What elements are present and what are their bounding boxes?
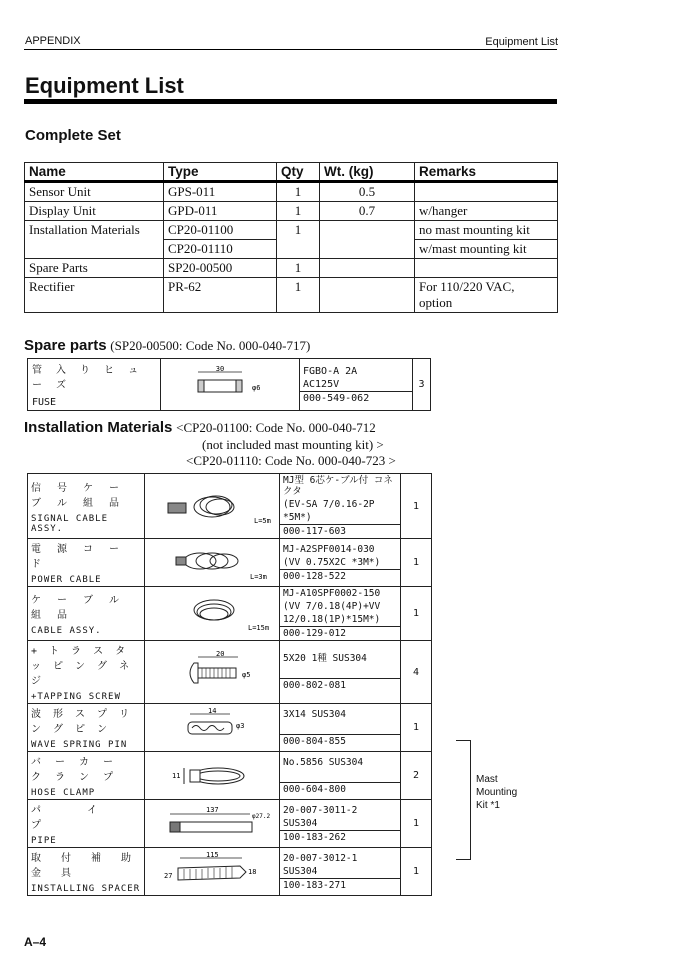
cell-type: PR-62	[164, 278, 277, 313]
header-left: APPENDIX	[25, 35, 81, 47]
item-en-name: HOSE CLAMP	[31, 788, 96, 798]
cell-qty: 1	[277, 182, 320, 202]
item-spec-1: 20-007-3012-1	[283, 852, 358, 864]
item-spec-3: 12/0.18(1P)*15M*)	[283, 614, 381, 625]
item-jp-name: バ ー カ ー ク ラ ン プ	[31, 757, 118, 783]
cell-qty: 1	[277, 221, 320, 259]
table-row	[25, 221, 558, 240]
mast-note-line-2: Mounting	[476, 787, 518, 798]
item-spec-2: (VV 0.75X2C *3M*)	[283, 556, 381, 568]
cell-type-2: CP20-01110	[164, 240, 277, 259]
fuse-qty: 3	[413, 359, 431, 411]
installation-heading	[24, 419, 376, 437]
cell-remarks	[415, 182, 558, 202]
item-en-name: PIPE	[31, 836, 57, 846]
screw-icon	[150, 651, 274, 691]
remarks-line-1: For 110/220 VAC,	[419, 279, 515, 294]
spare-parts-table	[27, 358, 431, 411]
fuse-jp-name: 管 入 り ヒ ュ ー ズ	[32, 365, 143, 391]
mast-note-line-1: Mast	[476, 774, 498, 785]
cell-remarks: no mast mounting kit	[415, 221, 558, 240]
cell-type: GPD-011	[164, 202, 277, 221]
item-spec-1: 20-007-3011-2	[283, 804, 358, 816]
cell-weight	[320, 221, 415, 259]
cell-name: Installation Materials	[25, 221, 164, 259]
table-row	[28, 474, 432, 539]
remarks-line-2: option	[419, 295, 453, 310]
item-spec-3: *5M*)	[283, 512, 312, 523]
item-drawing-cell	[145, 641, 280, 704]
item-qty: 1	[401, 848, 432, 896]
item-dim2: φ5	[242, 670, 251, 679]
item-qty: 1	[401, 800, 432, 848]
item-jp-name: パ イ プ	[31, 805, 118, 831]
item-jp-name: + ト ラ ス タ ッ ピ ン グ ネ ジ	[31, 646, 133, 687]
page-title: Equipment List	[25, 73, 184, 98]
fuse-dim: 30	[215, 366, 225, 373]
spare-parts-heading	[24, 337, 310, 355]
table-row	[28, 848, 432, 896]
item-spec-1: MJ型 6芯ケ-ブル付 コネクタ	[283, 475, 393, 497]
item-drawing-cell	[145, 848, 280, 896]
item-qty: 4	[401, 641, 432, 704]
cell-qty: 1	[277, 202, 320, 221]
item-spec-1: 5X20 1種 SUS304	[283, 653, 367, 664]
cell-qty: 1	[277, 278, 320, 313]
item-dim: 115	[206, 851, 219, 859]
item-en-name: INSTALLING SPACER	[31, 884, 141, 894]
item-dim: L=15m	[248, 624, 270, 632]
item-en-name: +TAPPING SCREW	[31, 692, 121, 702]
fuse-dim2: φ6	[252, 384, 261, 392]
item-spec-1: No.5856 SUS304	[283, 756, 364, 768]
cell-type: CP20-01100	[164, 221, 277, 240]
item-code: 000-117-603	[280, 524, 400, 538]
installation-title: Installation Materials	[24, 419, 173, 436]
cell-remarks	[415, 259, 558, 278]
installation-table	[27, 473, 432, 896]
item-jp-name: ケ ー ブ ル 組 品	[31, 595, 125, 621]
header-right: Equipment List	[485, 36, 558, 48]
item-dim2: 18	[248, 868, 257, 876]
item-qty: 2	[401, 752, 432, 800]
cell-name: Spare Parts	[25, 259, 164, 278]
item-dim: L=3m	[250, 573, 267, 581]
item-jp-name: 信 号 ケ ー ブ ル 組 品	[31, 482, 125, 509]
item-code: 000-804-855	[280, 734, 400, 748]
installation-code-2: (not included mast mounting kit) >	[202, 437, 384, 452]
table-row	[28, 641, 432, 704]
hose-clamp-icon	[150, 754, 274, 794]
item-code: 100-183-271	[280, 878, 400, 892]
item-en-name: POWER CABLE	[31, 575, 102, 585]
installation-code-1: <CP20-01100: Code No. 000-040-712	[176, 420, 376, 435]
item-en-name: WAVE SPRING PIN	[31, 740, 128, 750]
title-rule	[24, 99, 557, 104]
spare-parts-title: Spare parts	[24, 337, 107, 354]
cell-name: Rectifier	[25, 278, 164, 313]
item-code: 000-604-800	[280, 782, 400, 796]
item-drawing-cell	[145, 539, 280, 587]
fuse-en-name: FUSE	[32, 397, 57, 408]
power-cable-icon	[150, 541, 274, 581]
spring-pin-icon	[150, 706, 274, 746]
mast-kit-note	[476, 773, 517, 812]
item-code: 000-802-081	[280, 678, 400, 692]
cell-qty: 1	[277, 259, 320, 278]
spacer-icon	[150, 850, 274, 890]
cell-weight: 0.7	[320, 202, 415, 221]
table-row	[28, 587, 432, 641]
col-remarks: Remarks	[415, 163, 558, 182]
item-dim: L=5m	[254, 516, 271, 525]
fuse-spec-1: FGBO-A 2A	[303, 365, 358, 377]
item-dim3: 27	[164, 872, 173, 880]
cell-weight: 0.5	[320, 182, 415, 202]
item-code: 000-128-522	[280, 569, 400, 583]
item-jp-name: 取 付 補 助 金 具	[31, 853, 139, 879]
item-code: 100-183-262	[280, 830, 400, 844]
fuse-drawing-cell	[161, 359, 300, 411]
item-en-name: CABLE ASSY.	[31, 626, 102, 636]
col-name: Name	[25, 163, 164, 182]
complete-set-heading: Complete Set	[25, 127, 121, 144]
item-drawing-cell	[145, 752, 280, 800]
table-row	[28, 359, 431, 411]
col-type: Type	[164, 163, 277, 182]
item-dim: 14	[208, 707, 217, 715]
fuse-spec-2: AC125V	[303, 378, 340, 390]
item-jp-name: 電 源 コ ー ド	[31, 544, 125, 570]
item-en-name: SIGNAL CABLE ASSY.	[31, 513, 109, 534]
item-spec-1: MJ-A10SPF0002-150	[283, 588, 381, 599]
table-row	[25, 259, 558, 278]
item-dim2: φ27.2	[252, 813, 271, 820]
table-row	[25, 182, 558, 202]
item-qty: 1	[401, 587, 432, 641]
table-row	[28, 704, 432, 752]
table-row	[28, 800, 432, 848]
col-weight: Wt. (kg)	[320, 163, 415, 182]
item-dim: 137	[206, 806, 219, 814]
item-spec-2: SUS304	[283, 865, 318, 877]
table-row	[25, 278, 558, 313]
cell-type: SP20-00500	[164, 259, 277, 278]
table-row	[28, 539, 432, 587]
spare-parts-code: (SP20-00500: Code No. 000-040-717)	[110, 338, 311, 353]
item-drawing-cell	[145, 474, 280, 539]
header-rule	[24, 49, 557, 50]
installation-code-3: <CP20-01110: Code No. 000-040-723 >	[186, 453, 396, 468]
table-row	[25, 202, 558, 221]
item-dim2: φ3	[236, 722, 245, 730]
cell-remarks-2: w/mast mounting kit	[415, 240, 558, 259]
cable-assy-icon	[150, 592, 274, 632]
item-spec-1: 3X14 SUS304	[283, 708, 346, 720]
fuse-code: 000-549-062	[300, 391, 412, 405]
item-drawing-cell	[145, 800, 280, 848]
col-qty: Qty	[277, 163, 320, 182]
cell-remarks: w/hanger	[415, 202, 558, 221]
item-qty: 1	[401, 539, 432, 587]
cell-remarks	[415, 278, 558, 313]
item-dim: 20	[216, 650, 225, 658]
item-code: 000-129-012	[280, 626, 400, 640]
fuse-icon	[170, 366, 290, 400]
pipe-icon	[150, 802, 274, 842]
item-drawing-cell	[145, 704, 280, 752]
item-spec-2: (VV 7/0.18(4P)+VV	[283, 601, 381, 612]
cell-name: Sensor Unit	[25, 182, 164, 202]
item-spec-2: (EV-SA 7/0.16-2P	[283, 499, 375, 510]
cable-coil-icon	[150, 485, 274, 525]
cell-type: GPS-011	[164, 182, 277, 202]
item-spec-1: MJ-A2SPF0014-030	[283, 543, 375, 555]
cell-weight	[320, 278, 415, 313]
table-header-row	[25, 163, 558, 182]
page-number: A–4	[24, 935, 47, 949]
item-drawing-cell	[145, 587, 280, 641]
mast-note-line-3: Kit *1	[476, 800, 500, 811]
cell-weight	[320, 259, 415, 278]
table-row	[28, 752, 432, 800]
mast-kit-bracket	[456, 740, 471, 860]
item-jp-name: 波 形 ス プ リ ン グ ピ ン	[31, 709, 133, 735]
item-dim: 11	[172, 772, 181, 780]
complete-set-table	[24, 162, 558, 313]
item-qty: 1	[401, 704, 432, 752]
cell-name: Display Unit	[25, 202, 164, 221]
item-spec-2: SUS304	[283, 817, 318, 829]
item-qty: 1	[401, 474, 432, 539]
